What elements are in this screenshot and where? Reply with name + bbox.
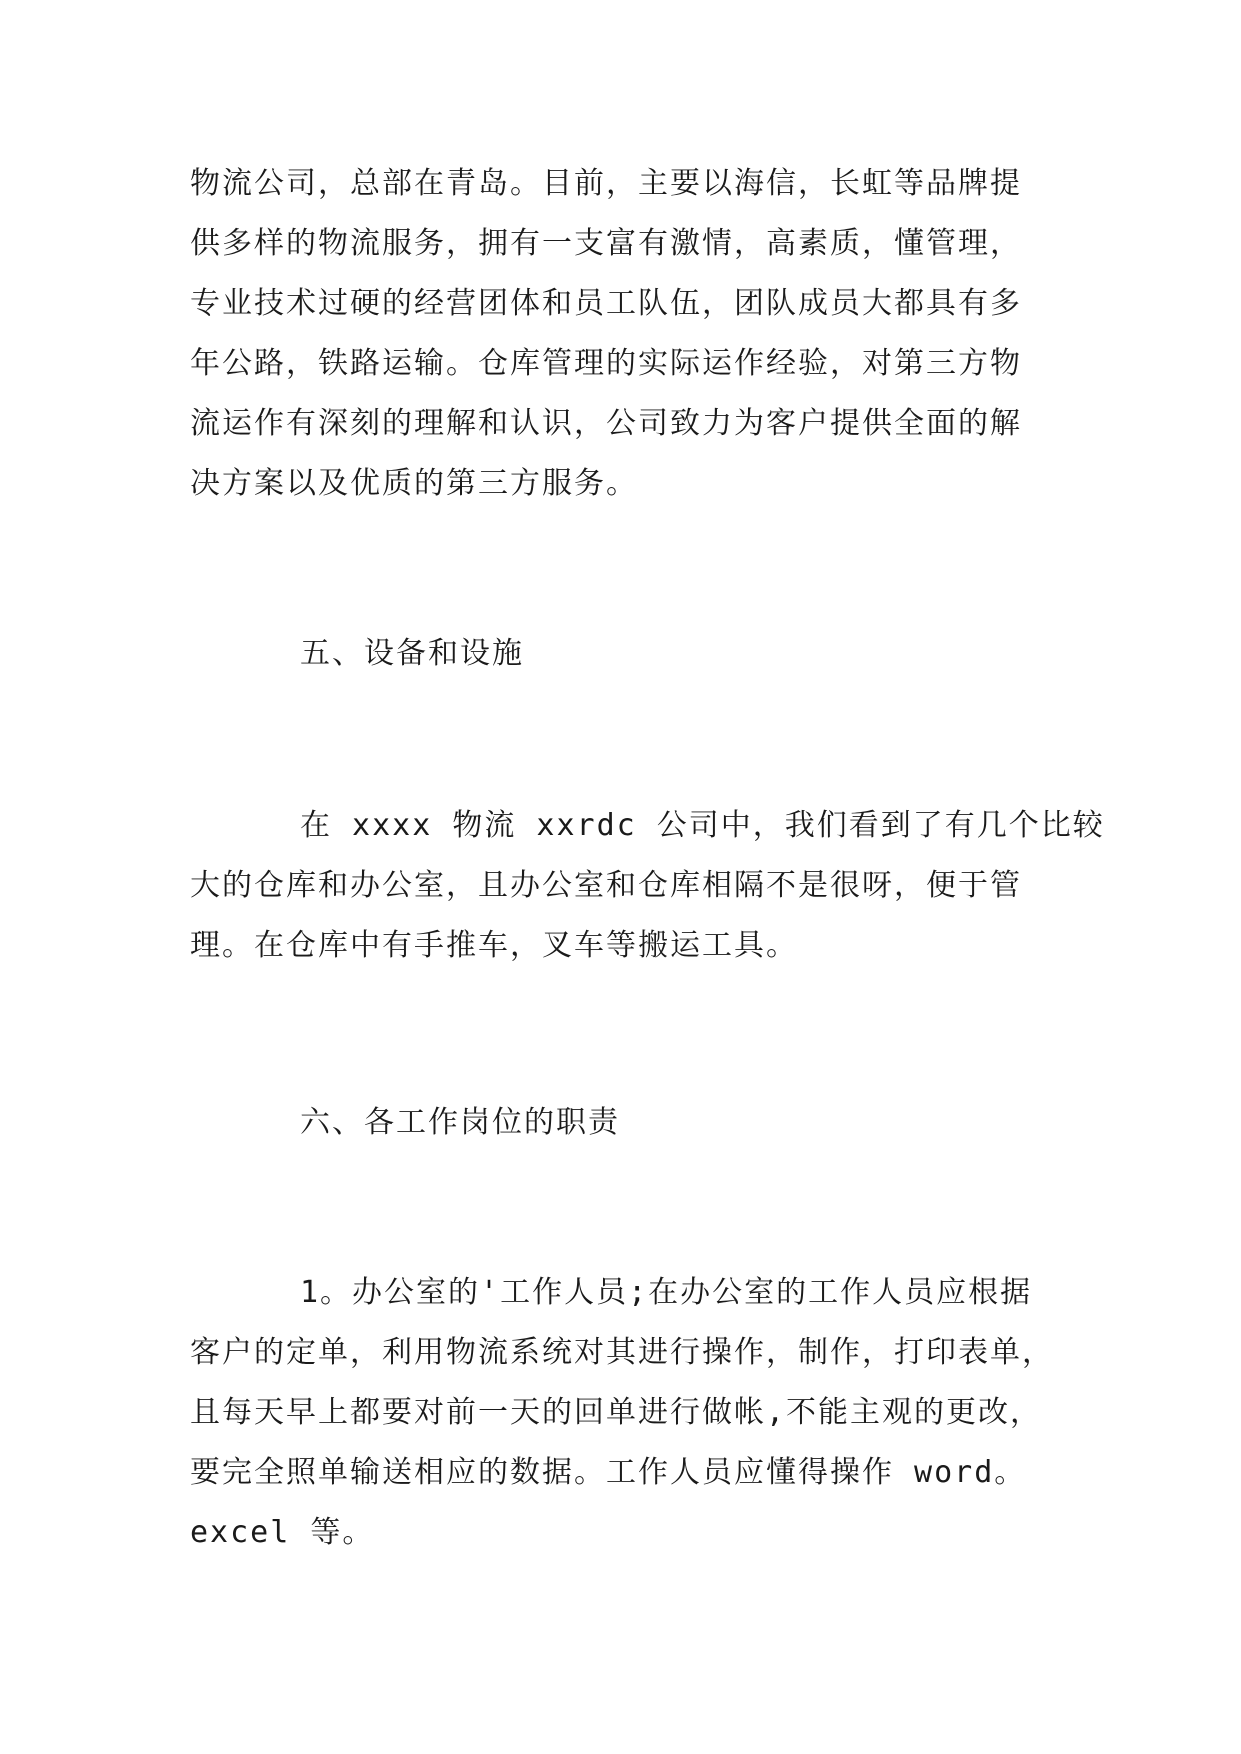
paragraph-line: 要完全照单输送相应的数据。工作人员应懂得操作 word。 [190,1455,1027,1490]
paragraph-line: 理。在仓库中有手推车，叉车等搬运工具。 [190,928,798,963]
section-heading-duties: 六、各工作岗位的职责 [300,1105,620,1140]
paragraph-line: 在 xxxx 物流 xxrdc 公司中，我们看到了有几个比较 [300,808,1105,843]
paragraph-line: excel 等。 [190,1515,375,1550]
paragraph-line: 客户的定单，利用物流系统对其进行操作，制作，打印表单， [190,1335,1054,1370]
paragraph-company-intro [190,154,1070,514]
paragraph-line: 大的仓库和办公室，且办公室和仓库相隔不是很呀，便于管 [190,868,1022,903]
paragraph-line: 1。办公室的'工作人员;在办公室的工作人员应根据 [300,1275,1033,1310]
paragraph-line: 流运作有深刻的理解和认识，公司致力为客户提供全面的解 [190,406,1022,441]
paragraph-line: 专业技术过硬的经营团体和员工队伍，团队成员大都具有多 [190,286,1022,321]
paragraph-line: 供多样的物流服务，拥有一支富有激情，高素质，懂管理， [190,226,1022,261]
section-heading-equipment: 五、设备和设施 [300,636,524,671]
paragraph-equipment [190,796,1105,976]
paragraph-line: 且每天早上都要对前一天的回单进行做帐,不能主观的更改， [190,1395,1043,1430]
paragraph-office-duties [190,1263,1070,1563]
paragraph-line: 年公路，铁路运输。仓库管理的实际运作经验，对第三方物 [190,346,1022,381]
paragraph-line: 决方案以及优质的第三方服务。 [190,466,638,501]
paragraph-line: 物流公司，总部在青岛。目前，主要以海信，长虹等品牌提 [190,166,1022,201]
